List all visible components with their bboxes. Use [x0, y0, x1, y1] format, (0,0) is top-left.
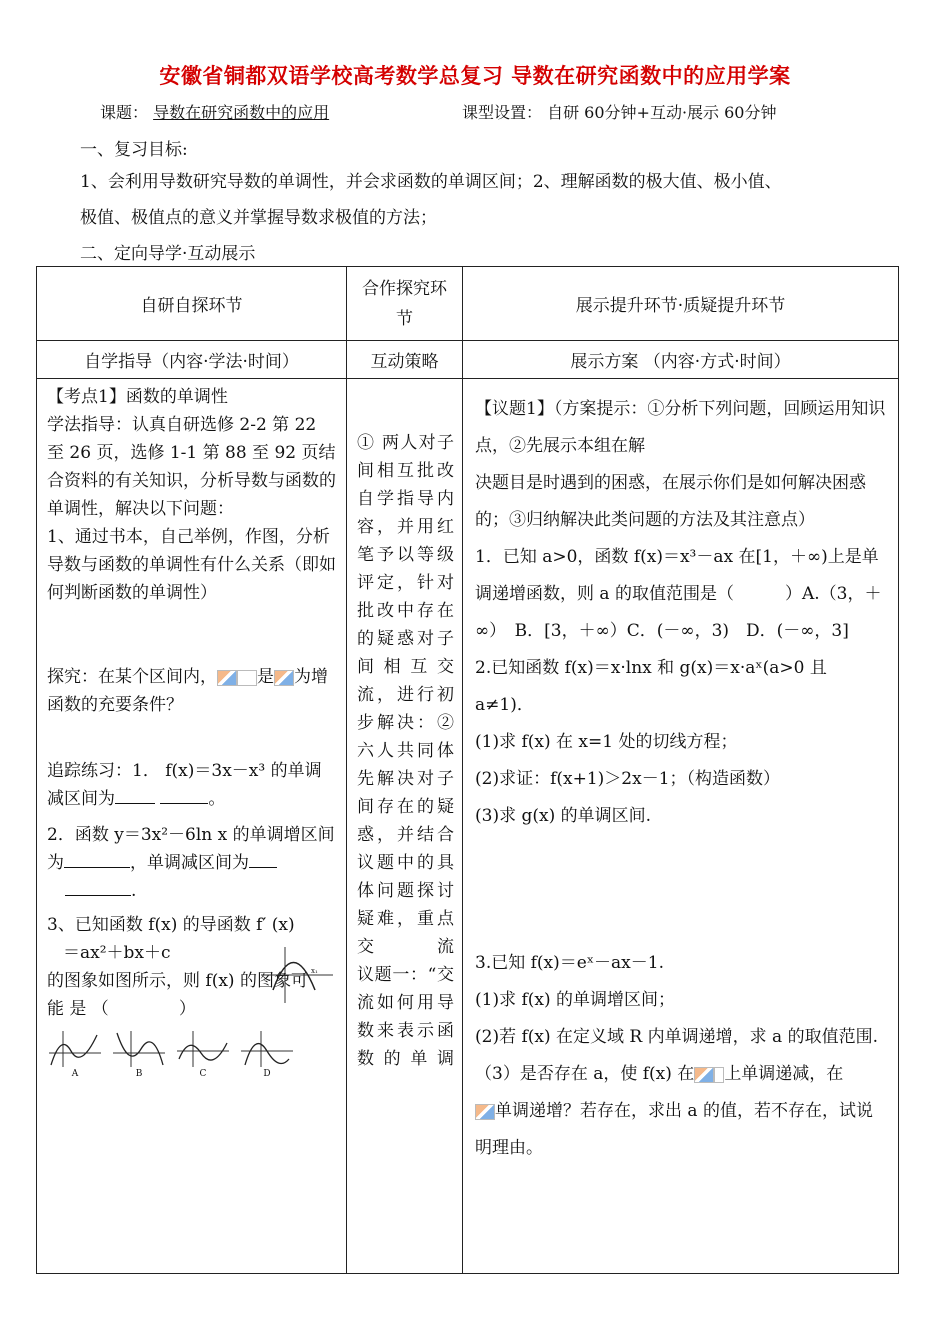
graph-option-d [239, 1029, 295, 1079]
topic1-intro: 【议题1】（方案提示：①分析下列问题，回顾运用知识点，②先展示本组在解 [475, 399, 886, 456]
practice-2-mid: ，单调减区间为 [130, 853, 249, 873]
topic1-intro-b: 决题目是时遇到的困惑，在展示你们是如何解决困惑的；③归纳解决此类问题的方法及其注意点） [475, 473, 866, 530]
formula-image-icon [714, 1067, 724, 1083]
graph-label-d: D [263, 1069, 271, 1079]
document-title: 安徽省铜都双语学校高考数学总复习 导数在研究函数中的应用学案 [159, 63, 791, 88]
answer-blank [160, 803, 208, 804]
formula-image-icon [694, 1067, 714, 1083]
practice-1-end: 。 [208, 789, 226, 809]
topic1-question-2-2: (2)求证：f(x+1)＞2x－1；（构造函数） [475, 769, 781, 789]
topic1-question-3-2: (2)若 f(x) 在定义域 R 内单调递增，求 a 的取值范围. [475, 1027, 878, 1047]
explore-pre: 探究：在某个区间内， [47, 667, 217, 687]
practice-3-d-end: ） [178, 999, 196, 1019]
answer-graphs [47, 1029, 336, 1079]
subhead-guide: 自学指导（内容·学法·时间） [37, 341, 347, 379]
head-cooperation-b: 节 [396, 308, 413, 329]
self-study-cell [37, 379, 347, 1274]
subhead-plan: 展示方案 （内容·方式·时间） [463, 341, 899, 379]
topic-label: 课题： [100, 103, 149, 122]
practice-2-text: 2．函数 y＝3x²－6ln x 的单调增区间为 [47, 825, 335, 873]
topic1-question-2-3: (3)求 g(x) 的单调区间. [475, 806, 652, 826]
section1-heading: 一、复习目标: [80, 140, 188, 160]
graph-option-c [175, 1029, 231, 1079]
topic1-question-1: 1．已知 a>0，函数 f(x)＝x³－ax 在[1，＋∞)上是单调递增函数，则 a 的取值范围是（ ）A.（3，＋∞） B．[3，＋∞）C．(－∞，3) D．(－∞，3] [475, 547, 882, 641]
practice-label: 追踪练习：1． [47, 761, 160, 781]
svg-text:x₁: x₁ [311, 967, 318, 975]
q3-3-pre: （3）是否存在 a，使 f(x) 在 [475, 1064, 695, 1084]
head-self-study: 自研自探环节 [37, 267, 347, 341]
formula-image-icon [274, 670, 294, 686]
answer-blank [65, 895, 131, 896]
practice-1-func: f(x)＝3x－x³ 的单调减区间为 [47, 761, 322, 809]
practice-1 [47, 757, 336, 813]
explore-mid: 是 [257, 667, 274, 687]
answer-blank [64, 867, 130, 868]
section2-heading: 二、定向导学·互动展示 [80, 244, 256, 264]
question-1: 1、通过书本，自己举例，作图，分析导数与函数的单调性有什么关系（即如何判断函数的单调性） [47, 527, 336, 603]
practice-3-a: 3、已知函数 f(x) 的导函数 f′ (x) [47, 915, 295, 935]
explore-post: 为增函数的充要条件？ [47, 667, 328, 715]
lesson-type: 课型设置： 自研 60分钟+互动·展示 60分钟 [462, 103, 777, 122]
answer-blank [115, 803, 155, 804]
study-guide: 学法指导：认真自研选修 2-2 第 22 至 26 页，选修 1-1 第 88 至 92 页结合资料的有关知识，分析导数与函数的单调性，解决以下问题： [47, 415, 336, 519]
strategy-topic: 议题一：“交流如何用导数来表示函数的单调 [357, 965, 454, 1069]
graph-option-b [111, 1029, 167, 1079]
head-cooperation [347, 267, 463, 341]
formula-image-icon [237, 670, 257, 686]
strategy-text: ① 两人对子间相互批改自学指导内容，并用红笔予以等级评定，针对批改中存在的疑惑对子间相互交流，进行初步解决：② 六人共同体先解决对子间存在的疑惑，并结合议题中的具体问题探讨疑难，重点交流 [357, 433, 454, 957]
topic1-question-3-1: (1)求 f(x) 的单调增区间； [475, 990, 676, 1010]
derivative-graph [259, 945, 335, 1005]
point1-title: 【考点1】函数的单调性 [47, 387, 228, 407]
topic-value: 导数在研究函数中的应用 [153, 103, 330, 122]
q3-3-post: 单调递增？若存在，求出 a 的值，若不存在，试说明理由。 [475, 1101, 873, 1158]
topic-line [100, 100, 329, 123]
subhead-strategy: 互动策略 [347, 341, 463, 379]
display-cell [463, 379, 899, 1274]
q3-3-mid: 上单调递减，在 [724, 1064, 844, 1084]
practice-2 [47, 821, 336, 905]
topic1-question-2: 2.已知函数 f(x)＝x·lnx 和 g(x)＝x·aˣ(a>0 且 a≠1)． [475, 658, 827, 715]
head-cooperation-a: 合作探究环 [362, 278, 447, 299]
topic1-question-3-3 [475, 1056, 888, 1167]
explore [47, 663, 336, 719]
study-table [36, 266, 899, 1274]
practice-3 [47, 911, 336, 1079]
section1-line2: 极值、极值点的意义并掌握导数求极值的方法； [80, 208, 437, 228]
topic1-question-2-1: (1)求 f(x) 在 x=1 处的切线方程； [475, 732, 738, 752]
practice-3-d-text: 能 是 （ [47, 999, 109, 1019]
practice-3-c: 的图象如图所示，则 f(x) 的图象可 [47, 971, 308, 991]
graph-label-a: A [71, 1069, 79, 1079]
answer-blank [249, 867, 277, 868]
formula-image-icon [217, 670, 237, 686]
graph-label-b: B [135, 1069, 143, 1079]
topic1-question-3: 3.已知 f(x)＝eˣ－ax－1. [475, 953, 664, 973]
practice-2-end: . [131, 881, 137, 901]
section1-line1: 1、会利用导数研究导数的单调性，并会求函数的单调区间；2、理解函数的极大值、极小值、 [80, 172, 782, 192]
formula-image-icon [475, 1104, 495, 1120]
strategy-cell [347, 379, 463, 1274]
head-display: 展示提升环节·质疑提升环节 [463, 267, 899, 341]
practice-3-b: ＝ax²＋bx＋c [63, 943, 171, 963]
graph-label-c: C [199, 1069, 207, 1079]
graph-option-a [47, 1029, 103, 1079]
